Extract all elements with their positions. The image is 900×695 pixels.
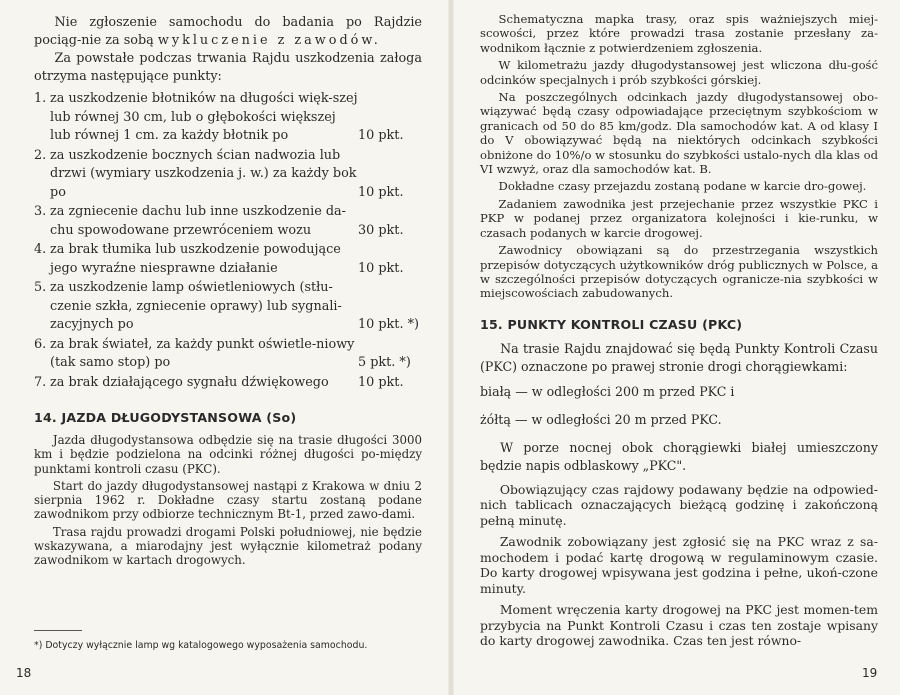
item-number: 5. bbox=[34, 280, 47, 295]
section-paragraph: Zawodnik zobowiązany jest zgłosić się na PKC wraz z sa-mochodem i podać kartę drogową w regulaminowym czasie. Do karty drogowej wpisywana jest godzina i pełne, ukoń-czone minuty. bbox=[480, 534, 878, 596]
paragraph: Na poszczególnych odcinkach jazdy długodystansowej obo-wiązywać będą czasy odpowiadające przeciętnym szybkościom w granicach od 50 do 85 km/godz. Dla samochodów kat. A od klasy I do V obowiązywać będą na niektórych odcinkach szybkości obniżone do 10%/o w stosunku do szybkości ustalo-nych dla klas od VI wzwyż, oraz dla samochodów kat. B. bbox=[480, 90, 878, 177]
emphasized-text: wykluczenie z zawodów. bbox=[157, 33, 381, 48]
item-points: 10 pkt. *) bbox=[358, 317, 419, 332]
flag-distance-yellow: żółtą — w odległości 20 m przed PKC. bbox=[480, 411, 722, 427]
list-item bbox=[34, 241, 422, 278]
section-paragraph: Start do jazdy długodystansowej nastąpi z Krakowa w dniu 2 sierpnia 1962 r. Dokładne czasy startu zostaną podane zawodnikom przy odbiorze technicznym Bt-1, przed zawo-dami. bbox=[34, 478, 422, 522]
flag-distance-white: białą — w odległości 200 m przed PKC i bbox=[480, 383, 735, 399]
item-text: za uszkodzenie lamp oświetleniowych (stłu-czenie szkła, zgniecenie oprawy) lub sygnali-zacyjnych po bbox=[50, 280, 342, 332]
paragraph: Zawodnicy obowiązani są do przestrzegania wszystkich przepisów dotyczących użytkowników dróg publicznych w Polsce, a w szczególności przepisów dotyczących ogranicze-nia szybkości w miejscowościach zabudowanych. bbox=[480, 243, 878, 301]
list-item bbox=[34, 147, 422, 203]
item-number: 6. bbox=[34, 336, 47, 352]
lead-text: Nie zgłoszenie samochodu do badania po Rajdzie pociąg-nie za sobą bbox=[34, 15, 422, 48]
list-item bbox=[34, 374, 422, 393]
item-points: 10 pkt. bbox=[358, 128, 404, 143]
item-number: 1. bbox=[34, 91, 47, 106]
section-heading: 15. PUNKTY KONTROLI CZASU (PKC) bbox=[480, 316, 743, 332]
section-paragraph: Jazda długodystansowa odbędzie się na trasie długości 3000 km i będzie podzielona na odcinki różnej długości po-między punktami kontroli czasu (PKC). bbox=[34, 433, 422, 476]
page-number-right: 19 bbox=[862, 666, 878, 680]
paragraph: W kilometrażu jazdy długodystansowej jest wliczona dłu-gość odcinków specjalnych i prób szybkości górskiej. bbox=[480, 58, 878, 87]
item-text: za uszkodzenie bocznych ścian nadwozia lub drzwi (wymiary uszkodzenia j. w.) za każdy bok po bbox=[50, 147, 357, 200]
paragraph: Schematyczna mapka trasy, oraz spis ważniejszych miej-scowości, przez które prowadzi trasa zostanie przesłany za-wodnikom łącznie z potwierdzeniem zgłoszenia. bbox=[480, 12, 878, 55]
penalty-points-list bbox=[34, 90, 422, 392]
item-number: 2. bbox=[34, 147, 47, 163]
paragraph: Dokładne czasy przejazdu zostaną podane w karcie dro-gowej. bbox=[498, 179, 867, 194]
list-item bbox=[34, 336, 422, 373]
page-number-left: 18 bbox=[16, 666, 32, 680]
item-number: 4. bbox=[34, 242, 47, 257]
section-paragraph: Trasa rajdu prowadzi drogami Polski południowej, nie będzie wskazywana, a miarodajny jest wyłącznie kilometraż podany zawodnikom w kartach drogowych. bbox=[34, 524, 422, 568]
right-page bbox=[452, 0, 900, 695]
footnote: *) Dotyczy wyłącznie lamp wg katalogowego wyposażenia samochodu. bbox=[34, 640, 368, 651]
section-heading: 14. JAZDA DŁUGODYSTANSOWA (So) bbox=[34, 410, 297, 425]
item-points: 10 pkt. bbox=[358, 184, 404, 200]
section-intro: Na trasie Rajdu znajdować się będą Punkty Kontroli Czasu (PKC) oznaczone po prawej stronie drogi chorągiewkami: bbox=[480, 340, 878, 374]
section-15-continued bbox=[480, 482, 878, 649]
section-14 bbox=[34, 410, 422, 568]
lead-paragraph-1 bbox=[34, 14, 422, 50]
list-item bbox=[34, 203, 422, 240]
list-item bbox=[34, 90, 422, 146]
paragraph: Zadaniem zawodnika jest przejechanie przez wszystkie PKC i PKP w podanej przez organizatora kolejności i kie-runku, w czasach podanych w karcie drogowej. bbox=[480, 196, 878, 240]
item-text: za brak działającego sygnału dźwiękowego bbox=[50, 374, 329, 390]
item-points: 10 pkt. bbox=[358, 260, 404, 276]
section-paragraph: Obowiązujący czas rajdowy podawany będzie na odpowied-nich tablicach oznaczających bieżącą godzinę i zakończoną pełną minutę. bbox=[480, 481, 878, 528]
right-intro-text bbox=[480, 12, 878, 301]
item-number: 3. bbox=[34, 204, 47, 219]
item-text: za brak świateł, za każdy punkt oświetle-niowy (tak samo stop) po bbox=[50, 336, 355, 370]
item-number: 7. bbox=[34, 374, 47, 390]
item-points: 5 pkt. *) bbox=[358, 355, 411, 370]
footnote-divider bbox=[34, 630, 82, 631]
section-paragraph: Moment wręczenia karty drogowej na PKC jest momen-tem przybycia na Punkt Kontroli Czasu i czas ten zostaje wpisany do karty drogowej zawodnika. Czas ten jest równo- bbox=[480, 602, 878, 649]
night-sign-text: W porze nocnej obok chorągiewki białej umieszczony będzie napis odblaskowy „PKC". bbox=[480, 439, 878, 473]
list-item bbox=[34, 279, 422, 335]
item-points: 30 pkt. bbox=[358, 222, 404, 238]
item-text: za brak tłumika lub uszkodzenie powodujące jego wyraźne niesprawne działanie bbox=[50, 242, 341, 276]
section-15 bbox=[480, 340, 878, 475]
item-text: za uszkodzenie błotników na długości więk-szej lub równej 30 cm, lub o głębokości większej lub równej 1 cm. za każdy błotnik po bbox=[50, 91, 358, 143]
item-points: 10 pkt. bbox=[358, 374, 404, 390]
lead-paragraph-2: Za powstałe podczas trwania Rajdu uszkodzenia załoga otrzyma następujące punkty: bbox=[34, 51, 422, 84]
left-lead-text bbox=[34, 14, 422, 86]
item-text: za zgniecenie dachu lub inne uszkodzenie da-chu spowodowane przewróceniem wozu bbox=[50, 204, 346, 238]
